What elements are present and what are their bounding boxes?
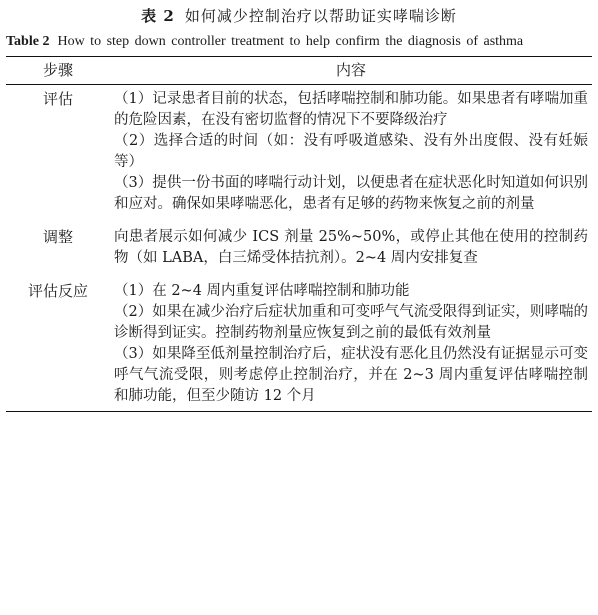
- step-down-table: [6, 56, 592, 412]
- step-cell: 评估反应: [6, 277, 110, 412]
- table-label-english: Table 2: [6, 34, 50, 49]
- header-step: 步骤: [6, 57, 110, 85]
- table-caption-chinese: [6, 0, 592, 26]
- content-paragraph: 向患者展示如何减少 ICS 剂量 25%~50%，或停止其他在使用的控制药物（如 LABA，白三烯受体拮抗剂）。2~4 周内安排复查: [114, 229, 588, 266]
- content-cell: [110, 223, 592, 277]
- content-paragraph: （2）如果在减少治疗后症状加重和可变呼气气流受限得到证实，则哮喘的诊断得到证实。控制药物剂量应恢复到之前的最低有效剂量: [114, 304, 588, 341]
- table-caption-english: [6, 32, 592, 52]
- content-paragraph: （1）记录患者目前的状态，包括哮喘控制和肺功能。如果患者有哮喘加重的危险因素，在没有密切监督的情况下不要降级治疗: [114, 91, 588, 128]
- step-cell: 评估: [42, 90, 73, 108]
- table-label-chinese: 表 2: [141, 7, 175, 25]
- content-paragraph: （3）提供一份书面的哮喘行动计划，以便患者在症状恶化时知道如何识别和应对。确保如果哮喘恶化，患者有足够的药物来恢复之前的剂量: [114, 175, 588, 212]
- header-content: 内容: [110, 57, 592, 85]
- content-cell: [110, 85, 592, 224]
- table-row: [6, 85, 592, 224]
- step-cell: 调整: [42, 228, 73, 246]
- table-row: [6, 223, 592, 277]
- table-title-english: How to step down controller treatment to help confirm the diagnosis of asthma: [57, 34, 524, 49]
- content-cell: [110, 277, 592, 412]
- table-header-row: [6, 57, 592, 85]
- table-title-chinese: 如何减少控制治疗以帮助证实哮喘诊断: [184, 7, 457, 25]
- content-paragraph: （3）如果降至低剂量控制治疗后，症状没有恶化且仍然没有证据显示可变呼气气流受限，则考虑停止控制治疗，并在 2~3 周内重复评估哮喘控制和肺功能，但至少随访 12 个月: [114, 346, 588, 404]
- content-paragraph: （1）在 2~4 周内重复评估哮喘控制和肺功能: [114, 283, 410, 299]
- content-paragraph: （2）选择合适的时间（如：没有呼吸道感染、没有外出度假、没有妊娠等）: [114, 133, 588, 170]
- table-row: [6, 277, 592, 412]
